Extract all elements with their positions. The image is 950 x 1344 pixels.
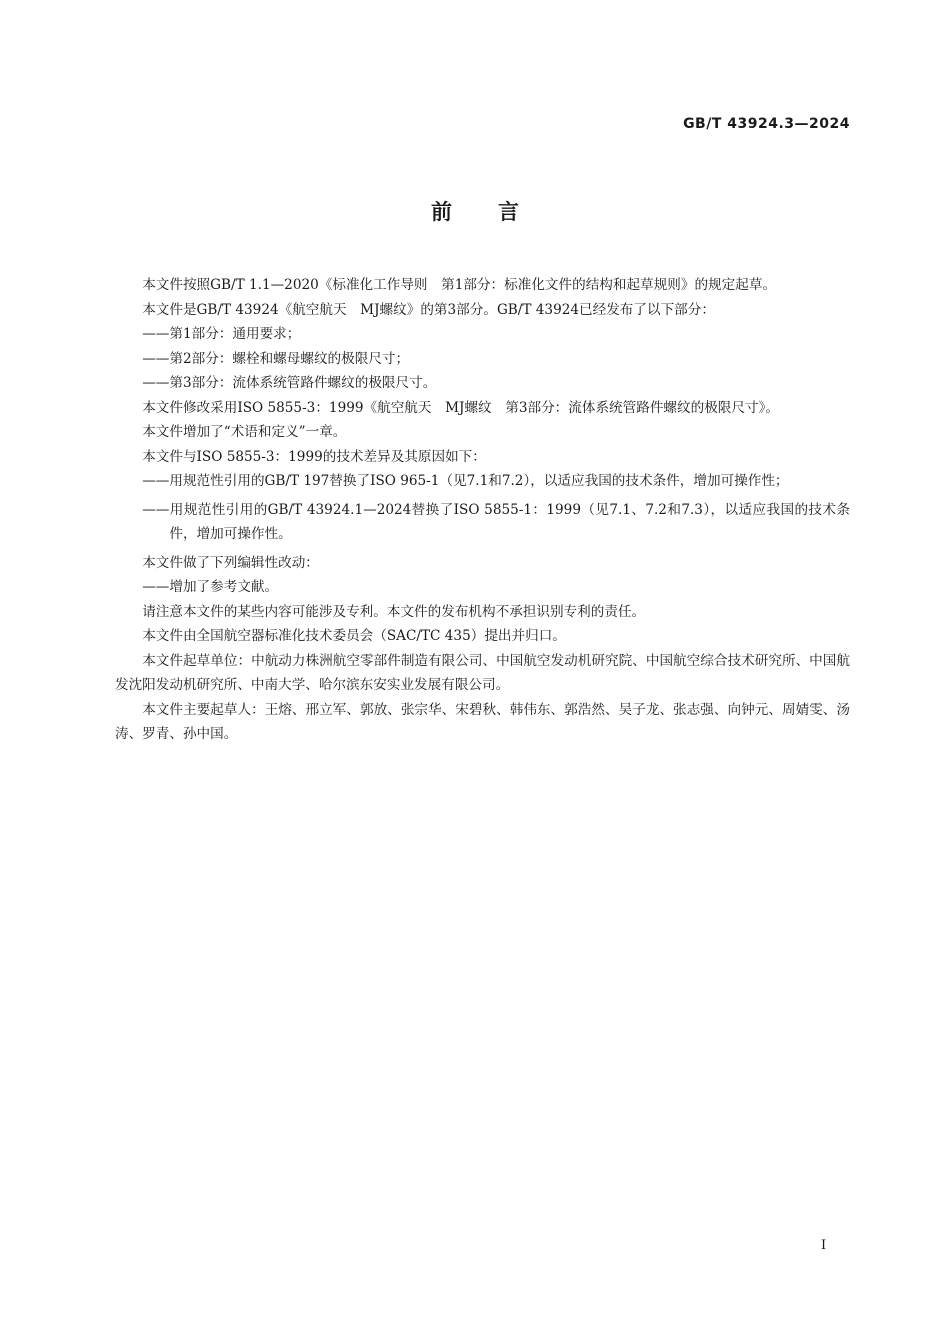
paragraph-iso-adoption: 本文件修改采用ISO 5855-3：1999《航空航天 MJ螺纹 第3部分：流体系统管路件螺纹的极限尺寸》。 bbox=[142, 399, 779, 416]
paragraph-technical-differences: 本文件与ISO 5855-3：1999的技术差异及其原因如下： bbox=[142, 448, 486, 465]
list-item-part-3: ——第3部分：流体系统管路件螺纹的极限尺寸。 bbox=[142, 375, 437, 391]
list-item-part-2: ——第2部分：螺栓和螺母螺纹的极限尺寸； bbox=[142, 350, 410, 367]
foreword-body bbox=[115, 273, 850, 747]
paragraph-drafters: 本文件主要起草人：王熔、邢立军、郭放、张宗华、宋碧秋、韩伟东、郭浩然、吴子龙、张志强、向钟元、周婧雯、汤涛、罗青、孙中国。 bbox=[115, 701, 850, 742]
paragraph-drafting-rules: 本文件按照GB/T 1.1—2020《标准化工作导则 第1部分：标准化文件的结构和起草规则》的规定起草。 bbox=[142, 277, 777, 293]
paragraph-patent-notice: 请注意本文件的某些内容可能涉及专利。本文件的发布机构不承担识别专利的责任。 bbox=[142, 603, 646, 620]
paragraph-proposed-by: 本文件由全国航空器标准化技术委员会（SAC/TC 435）提出并归口。 bbox=[142, 628, 566, 644]
paragraph-series-intro: 本文件是GB/T 43924《航空航天 MJ螺纹》的第3部分。GB/T 43924已经发布了以下部分： bbox=[142, 301, 715, 318]
list-item-editorial-1: ——增加了参考文献。 bbox=[142, 579, 279, 595]
page-number: I bbox=[821, 1238, 827, 1253]
paragraph-drafting-units: 本文件起草单位：中航动力株洲航空零部件制造有限公司、中国航空发动机研究院、中国航空综合技术研究所、中国航发沈阳发动机研究所、中南大学、哈尔滨东安实业发展有限公司。 bbox=[115, 652, 850, 693]
paragraph-editorial-changes: 本文件做了下列编辑性改动： bbox=[142, 554, 319, 571]
list-item-difference-1: ——用规范性引用的GB/T 197替换了ISO 965-1（见7.1和7.2），以适应我国的技术条件，增加可操作性； bbox=[142, 473, 789, 489]
paragraph-added-chapter: 本文件增加了“术语和定义”一章。 bbox=[142, 424, 347, 440]
page-title: 前言 bbox=[431, 200, 565, 224]
document-code: GB/T 43924.3—2024 bbox=[683, 116, 850, 132]
list-item-part-1: ——第1部分：通用要求； bbox=[142, 326, 301, 342]
list-item-difference-2: ——用规范性引用的GB/T 43924.1—2024替换了ISO 5855-1：1999（见7.1、7.2和7.3），以适应我国的技术条件，增加可操作性。 bbox=[142, 501, 850, 542]
